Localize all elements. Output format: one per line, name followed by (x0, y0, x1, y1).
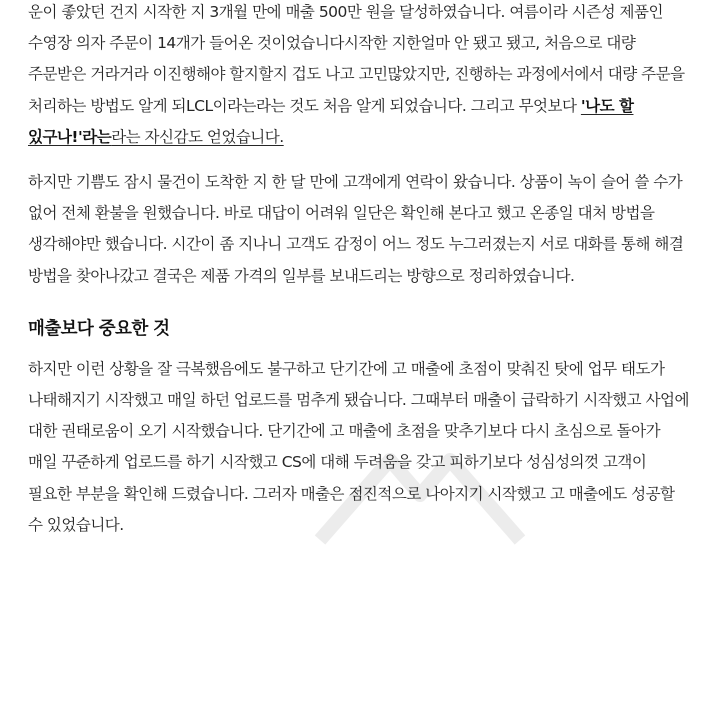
paragraph-first-sales (28, 0, 692, 153)
paragraph-recovery: 하지만 이런 상황을 잘 극복했음에도 불구하고 단기간에 고 매출에 초점이 맞춰진 탓에 업무 태도가 나태해지기 시작했고 매일 하던 업로드를 멈추게 됐습니다. 그때부터 매출이 급락하기 시작했고 사업에 대한 권태로움이 오기 시작했습니다. 단기간에 고 매출에 초점을 맞추기보다 다시 초심으로 돌아가 매일 꾸준하게 업로드를 하기 시작했고 CS에 대해 두려움을 갖고 피하기보다 성심성의껏 고객이 필요한 부분을 확인해 드렸습니다. 그러자 매출은 점진적으로 나아지기 시작했고 고 매출에도 성공할 수 있었습니다. (28, 359, 689, 534)
paragraph-text: 운이 좋았던 건지 시작한 지 3개월 만에 매출 500만 원을 달성하였습니다. 여름이라 시즌성 제품인 수영장 의자 주문이 14개가 들어온 것이었습니다시작한 지한얼마 안 됐고 됐고, 처음으로 대량 주문받은 거라거라 이진행해야 할지할지 겁도 나고 고민많았지만, 진행하는 과정에서에서 대량 주문을 처리하는 방법도 알게 되LCL이라는라는 것도 처음 알게 되었습니다. 그리고 무엇보다 (28, 3, 685, 115)
paragraph-customer-complaint: 하지만 기쁨도 잠시 물건이 도착한 지 한 달 만에 고객에게 연락이 왔습니다. 상품이 녹이 슬어 쓸 수가 없어 전체 환불을 원했습니다. 바로 대답이 어려워 일단은 확인해 본다고 했고 온종일 대처 방법을 생각해야만 했습니다. 시간이 좀 지나니 고객도 감정이 어느 정도 누그러졌는지 서로 대화를 통해 해결 방법을 찾아나갔고 결국은 제품 가격의 일부를 보내드리는 방향으로 정리하였습니다. (28, 173, 684, 285)
article-body (28, 0, 692, 541)
paragraph-tail: 라는 자신감도 얻었습니다. (111, 127, 284, 146)
section-heading: 매출보다 중요한 것 (28, 318, 170, 339)
emphasized-quote: '나도 할 있구나!'라는 (28, 96, 634, 146)
